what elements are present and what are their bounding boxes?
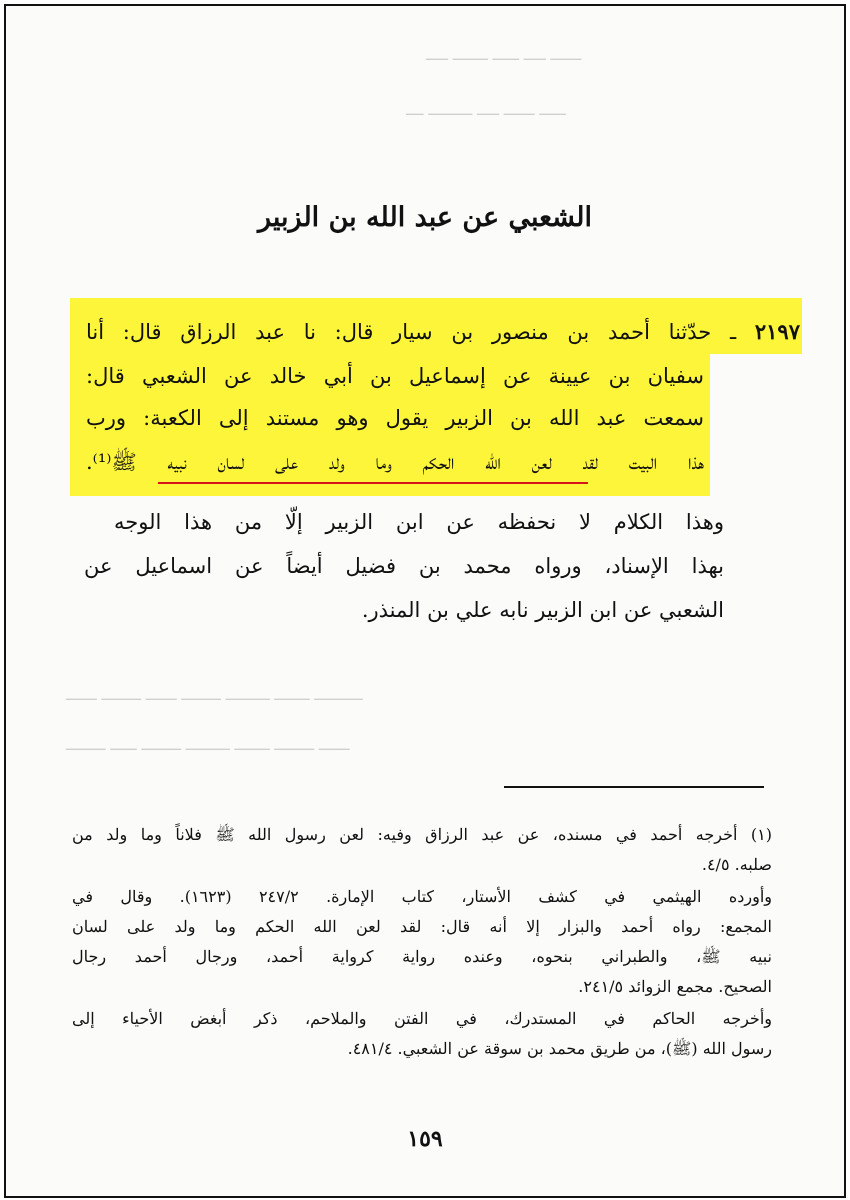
footnote-rule — [504, 786, 764, 788]
hadith-text: ـ حدّثنا أحمد بن منصور بن سيار قال: نا عبد الرزاق قال: أنا — [86, 320, 737, 344]
hadith-line-4: هذا البيت لقد لعن الله الحكم وما ولد على لسان نبيه ﷺ⁽¹⁾. — [86, 450, 704, 474]
footnote-line: وأورده الهيثمي في كشف الأستار، كتاب الإمارة. ٢٤٧/٢ (١٦٢٣). وقال في — [72, 887, 772, 906]
bleed-through-text: ـــــــــــ ــــــــ ــــــــــ ـــــــــ ـــــــ ـــــــــ ـــــــ — [66, 686, 363, 704]
footnote-line: رسول الله (ﷺ)، من طريق محمد بن سوقة عن الشعبي. ٤٨١/٤. — [347, 1039, 772, 1058]
footnote-line: (١) أخرجه أحمد في مسنده، عن عبد الرزاق وفيه: لعن رسول الله ﷺ فلاناً وما ولد من — [72, 825, 772, 844]
bleed-through-text: ــــــ ـــــــ ـــــ ــــــــــ ــــ — [406, 101, 566, 119]
footnote-line: وأخرجه الحاكم في المستدرك، في الفتن والملاحم، ذكر أبغض الأحياء إلى — [72, 1009, 772, 1028]
hadith-line-3: سمعت عبد الله بن الزبير يقول وهو مستند إلى الكعبة: ورب — [86, 406, 704, 430]
commentary-line-2: بهذا الإسناد، ورواه محمد بن فضيل أيضاً عن اسماعيل عن — [84, 554, 724, 578]
book-page — [4, 4, 846, 1198]
commentary-line-1: وهذا الكلام لا نحفظه عن ابن الزبير إلّا من هذا الوجه — [114, 510, 724, 534]
footnote-line: صلبه. ٤/٥. — [701, 855, 772, 874]
page-number: ١٥٩ — [407, 1126, 443, 1152]
red-underline — [158, 482, 588, 484]
bleed-through-text: ـــــــ ـــــ ــــــ ــــــــ ـــــ — [426, 46, 582, 64]
footnote-line: الصحيح. مجمع الزوائد ٢٤١/٥. — [578, 977, 772, 996]
bleed-through-text: ـــــــ ـــــــــ ــــــــ ــــــــــ ـــــــــ ــــــ ـــــــــ — [66, 736, 350, 754]
section-heading: الشعبي عن عبد الله بن الزبير — [258, 202, 592, 233]
commentary-line-3: الشعبي عن ابن الزبير نابه علي بن المنذر. — [361, 598, 724, 622]
hadith-line-1 — [86, 313, 800, 351]
footnote-line: نبيه ﷺ، والطبراني بنحوه، وعنده رواية كرواية أحمد، ورجال أحمد رجال — [72, 947, 772, 966]
footnote-line: المجمع: رواه أحمد والبزار إلا أنه قال: لقد لعن الله الحكم وما ولد على لسان — [72, 917, 772, 936]
hadith-line-2: سفيان بن عيينة عن إسماعيل بن أبي خالد عن الشعبي قال: — [86, 364, 704, 388]
hadith-number: ٢١٩٧ — [754, 319, 800, 344]
